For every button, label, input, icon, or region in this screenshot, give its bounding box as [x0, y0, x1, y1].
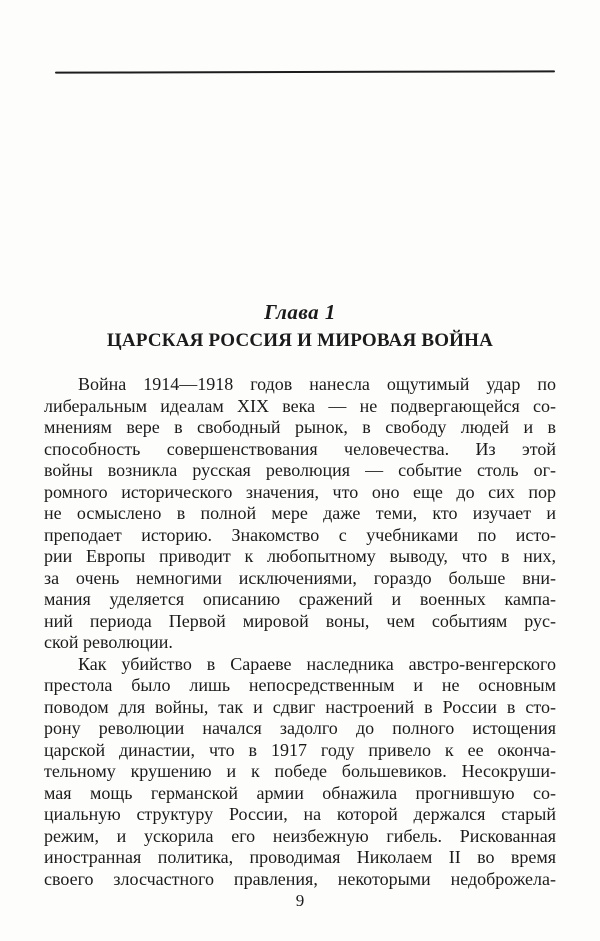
text-line: циальную структуру России, на которой держался старый	[44, 804, 556, 824]
body-text	[44, 374, 556, 890]
chapter-number: Глава 1	[264, 300, 336, 324]
text-line: за очень немногими исключениями, гораздо больше вни-	[44, 567, 556, 588]
text-line: режим, и ускорила его неизбежную гибель. Рискованная	[44, 825, 556, 846]
text-line: царской династии, что в 1917 году привело к ее оконча-	[44, 739, 556, 760]
text-line: рии Европы приводит к любопытному выводу, что в них,	[44, 546, 556, 566]
text-line: своего злосчастного правления, некоторыми недоброжела-	[44, 868, 556, 889]
text-line: не осмыслено в полной мере даже теми, кто изучает и	[44, 503, 556, 523]
text-line: преподает историю. Знакомство с учебниками по исто-	[44, 524, 556, 545]
chapter-title: ЦАРСКАЯ РОССИЯ И МИРОВАЯ ВОЙНА	[106, 330, 494, 351]
paragraph	[44, 654, 556, 891]
text-line: мая мощь германской армии обнажила прогнившую со-	[44, 782, 556, 803]
text-line: ний периода Первой мировой воны, чем событиям рус-	[44, 610, 556, 631]
page-number: 9	[295, 891, 305, 910]
text-line: ромного исторического значения, что оно еще до сих пор	[44, 481, 556, 502]
text-line: способность совершенствования человечества. Из этой	[44, 438, 556, 459]
text-line: иностранная политика, проводимая Николаем II во время	[44, 847, 556, 867]
chapter-heading	[44, 299, 556, 354]
text-line: ской революции.	[44, 632, 173, 652]
text-line: мнениям вере в свободный рынок, в свободу людей и в	[44, 417, 556, 437]
text-line: Как убийство в Сараеве наследника австро-венгерского	[78, 653, 556, 674]
paragraph	[44, 374, 556, 654]
text-line: престола было лишь непосредственным и не основным	[44, 675, 556, 695]
text-line: мания уделяется описанию сражений и военных кампа-	[44, 589, 556, 609]
text-line: рону революции начался задолго до полного истощения	[44, 718, 556, 738]
text-line: либеральным идеалам XIX века — не подвергающейся со-	[44, 395, 556, 416]
text-line: тельному крушению и к победе большевиков. Несокруши-	[44, 761, 556, 781]
text-line: Война 1914—1918 годов нанесла ощутимый удар по	[78, 374, 556, 394]
header-rule	[55, 70, 555, 73]
text-line: войны возникла русская революция — событие столь ог-	[44, 460, 556, 480]
text-line: поводом для войны, так и сдвиг настроений в России в сто-	[44, 696, 556, 717]
